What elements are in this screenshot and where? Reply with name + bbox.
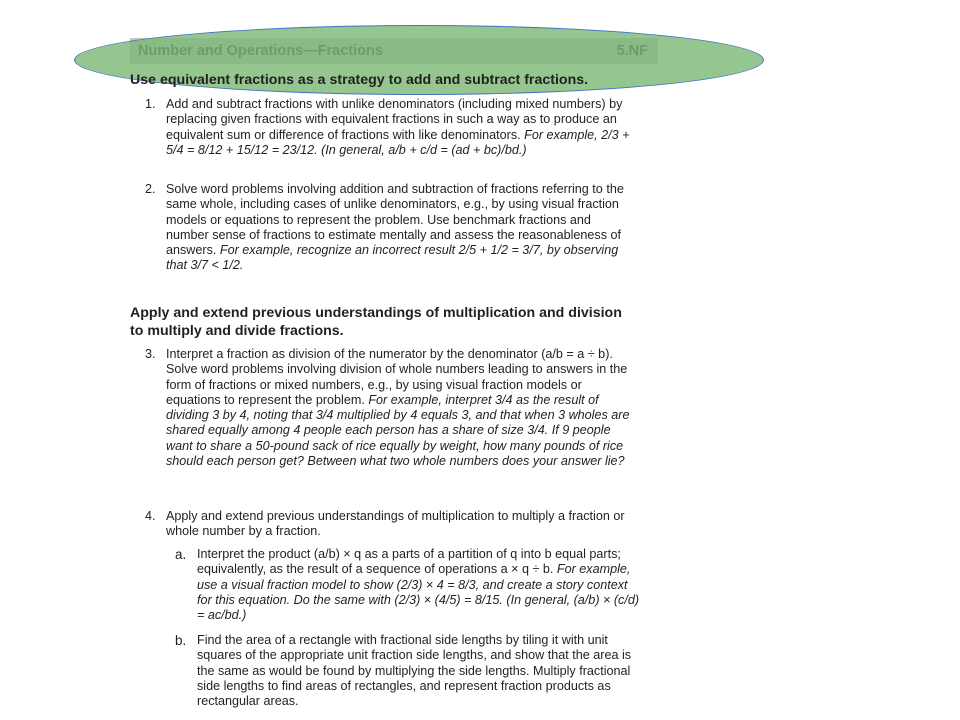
subitem-text: [197, 633, 642, 709]
item-number: 2.: [145, 182, 156, 196]
item-example: For example, 2/3 + 5/4 = 8/12 + 15/12 = 23/12. (In general, a/b + c/d = (ad + bc)/bd.): [166, 127, 630, 157]
subitem-example: For example, use a visual fraction model to show (2/3) × 4 = 8/3, and create a story context for this equation. Do the same with (2/3) × (4/5) = 8/15. (In general, (a/b) × (c/d) = ac/bd.): [197, 562, 640, 623]
subitem-body: Find the area of a rectangle with fractional side lengths by tiling it with unit squares of the appropriate unit fraction side lengths, and show that the area is the same as would be found by multiplying the side lengths. Multiply fractional side lengths to find areas of rectangles, and represent fraction products as rectangular areas.: [197, 633, 632, 709]
item-body: Apply and extend previous understandings of multiplication to multiply a fraction or whole number by a fraction.: [166, 509, 625, 539]
item-body: Interpret a fraction as division of the numerator by the denominator (a/b = a ÷ b). Solve word problems involving division of whole numbers leading to answers in the form of fractions or mixed numbers, e.g., by using visual fraction models or equations to represent the problem.: [166, 347, 628, 407]
subitem-text: [197, 547, 642, 623]
subitem-letter: b.: [175, 633, 187, 648]
subitem-body: Interpret the product (a/b) × q as a parts of a partition of q into b equal parts; equivalently, as the result of a sequence of operations a × q ÷ b.: [197, 547, 621, 577]
item-text: [166, 347, 636, 469]
item-text: [166, 509, 636, 540]
item-text: [166, 182, 636, 274]
subitem-letter: a.: [175, 547, 187, 562]
item-text: [166, 97, 636, 158]
item-number: 4.: [145, 509, 156, 523]
cluster-heading-2: Apply and extend previous understandings of multiplication and division to multiply and divide fractions.: [130, 305, 622, 339]
item-body: Solve word problems involving addition and subtraction of fractions referring to the same whole, including cases of unlike denominators, e.g., by using visual fraction models or equations to represent the problem. Use benchmark fractions and number sense of fractions to estimate mentally and assess the reasonableness of answers.: [166, 182, 624, 258]
item-example: For example, interpret 3/4 as the result of dividing 3 by 4, noting that 3/4 multiplied by 4 equals 3, and that when 3 wholes are shared equally among 4 people each person has a share of size 3/4. If 9 people want to share a 50-pound sack of rice equally by weight, how many pounds of rice should each person get? Between what two whole numbers does your answer lie?: [166, 392, 630, 469]
item-example: For example, recognize an incorrect result 2/5 + 1/2 = 3/7, by observing that 3/7 < 1/2.: [166, 243, 619, 273]
item-number: 1.: [145, 97, 156, 111]
item-body: Add and subtract fractions with unlike denominators (including mixed numbers) by replacing given fractions with equivalent fractions in such a way as to produce an equivalent sum or difference of fractions with like denominators.: [166, 97, 623, 142]
cluster-heading-1: Use equivalent fractions as a strategy to add and subtract fractions.: [130, 72, 589, 88]
item-number: 3.: [145, 347, 156, 361]
